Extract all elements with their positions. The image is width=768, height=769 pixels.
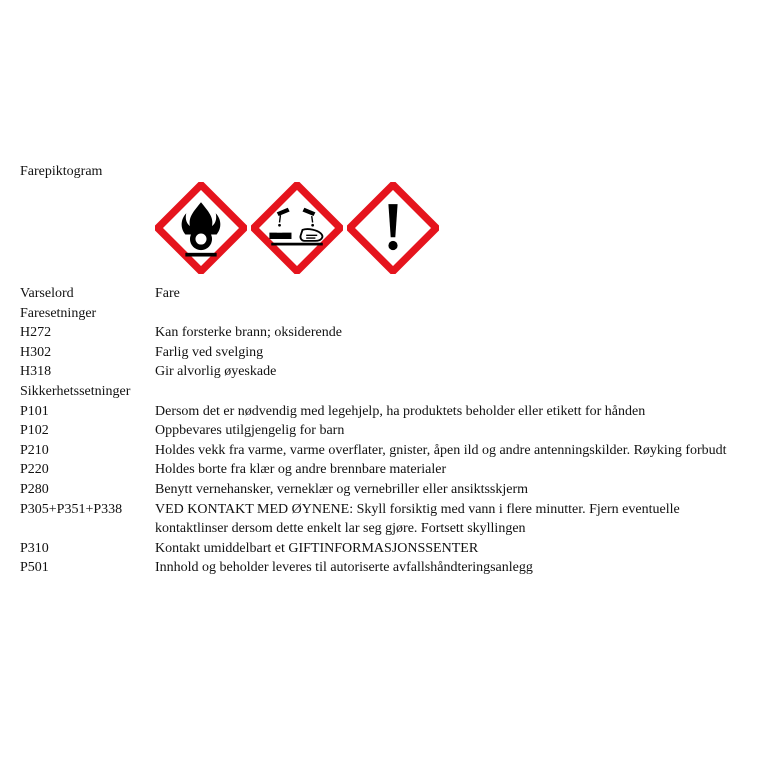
table-row	[20, 460, 755, 480]
exclamation-mark-icon	[347, 182, 439, 274]
table-row	[20, 539, 755, 559]
statement-code: P102	[20, 423, 49, 439]
statement-code: Faresetninger	[20, 305, 97, 321]
statement-code: H272	[20, 325, 52, 341]
hazard-statements-table	[20, 284, 755, 578]
statement-code: P280	[20, 481, 49, 497]
table-row	[20, 323, 755, 343]
statement-text: Gir alvorlig øyeskade	[155, 364, 277, 380]
table-row	[20, 284, 755, 304]
pictogram-heading: Farepiktogram	[20, 164, 103, 179]
hazard-pictograms	[155, 182, 439, 276]
statement-code: H318	[20, 364, 52, 380]
statement-code: Varselord	[20, 286, 74, 301]
statement-code: P210	[20, 442, 49, 458]
table-row	[20, 343, 755, 363]
statement-code: P310	[20, 540, 49, 556]
flame-over-circle-icon	[155, 182, 247, 274]
statement-code: H302	[20, 344, 52, 360]
table-row	[20, 382, 755, 402]
statement-code: P220	[20, 462, 49, 478]
table-row	[20, 500, 755, 539]
table-row	[20, 441, 755, 461]
table-row	[20, 421, 755, 441]
table-row	[20, 402, 755, 422]
table-row	[20, 558, 755, 578]
statement-text: Holdes vekk fra varme, varme overflater, gnister, åpen ild og andre antenningskilder. Røyking forbudt	[155, 442, 727, 458]
statement-text: Kan forsterke brann; oksiderende	[155, 325, 342, 341]
statement-text: Fare	[155, 286, 180, 301]
table-row	[20, 304, 755, 324]
statement-code: Sikkerhetssetninger	[20, 383, 131, 399]
corrosion-icon	[251, 182, 343, 274]
statement-code: P101	[20, 403, 49, 419]
statement-text: Kontakt umiddelbart et GIFTINFORMASJONSSENTER	[155, 540, 479, 556]
statement-text: Innhold og beholder leveres til autoriserte avfallshåndteringsanlegg	[155, 560, 533, 576]
statement-code: P305+P351+P338	[20, 501, 123, 517]
statement-text: Oppbevares utilgjengelig for barn	[155, 423, 345, 439]
statement-code: P501	[20, 560, 49, 576]
statement-text: Farlig ved svelging	[155, 344, 264, 360]
table-row	[20, 362, 755, 382]
table-row	[20, 480, 755, 500]
statement-text: VED KONTAKT MED ØYNENE: Skyll forsiktig med vann i flere minutter. Fjern eventuelle kontaktlinser dersom dette enkelt lar seg gjøre. Fortsett skyllingen	[155, 501, 680, 537]
statement-text: Holdes borte fra klær og andre brennbare materialer	[155, 462, 447, 478]
statement-text: Benytt vernehansker, verneklær og vernebriller eller ansiktsskjerm	[155, 481, 529, 497]
statement-text: Dersom det er nødvendig med legehjelp, ha produktets beholder eller etikett for hånden	[155, 403, 646, 419]
